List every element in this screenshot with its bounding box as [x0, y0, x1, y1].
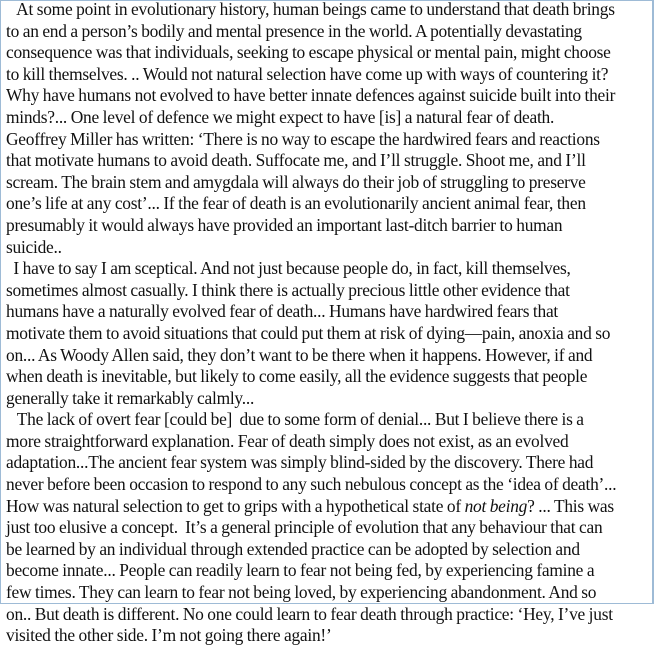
line-text-start: How was natural selection to get to grips with a hypothetical state of [6, 495, 465, 516]
text-line: presumably it would always have provided an important last-ditch barrier to human [6, 214, 563, 235]
text-line: become innate... People can readily learn to fear not being fed, by experiencing famine a [6, 560, 595, 581]
text-line: The lack of overt fear [could be] due to some form of denial... But I believe there is a [6, 409, 584, 430]
text-line: generally take it remarkably calmly... [6, 387, 255, 408]
text-line: on.. But death is different. No one could learn to fear death through practice: ‘Hey, I’ve just [6, 603, 613, 624]
text-line: to an end a person’s bodily and mental presence in the world. A potentially devastating [6, 20, 582, 41]
text-line: just too elusive a concept. It’s a general principle of evolution that any behaviour that can [6, 517, 603, 538]
text-line: be learned by an individual through extended practice can be adopted by selection and [6, 538, 580, 559]
text-line: few times. They can learn to fear not being loved, by experiencing abandonment. And so [6, 582, 597, 603]
italic-text: not being [464, 495, 528, 516]
text-line: never before been occasion to respond to any such nebulous concept as the ‘idea of death’... [6, 474, 617, 495]
line-text-end: ? ... This was [527, 495, 614, 516]
text-line: adaptation...The ancient fear system was simply blind-sided by the discovery. There had [6, 452, 594, 473]
text-line: Geoffrey Miller has written: ‘There is no way to escape the hardwired fears and reactions [6, 128, 600, 149]
text-line: on... As Woody Allen said, they don’t want to be there when it happens. However, if and [6, 344, 593, 365]
text-line: one’s life at any cost’... If the fear of death is an evolutionarily ancient animal fear, then [6, 193, 586, 214]
text-line: At some point in evolutionary history, human beings came to understand that death brings [6, 0, 615, 19]
text-line: when death is inevitable, but likely to come easily, all the evidence suggests that people [6, 366, 588, 387]
text-line [6, 496, 666, 518]
text-line: humans have a naturally evolved fear of death... Humans have hardwired fears that [6, 301, 558, 322]
text-line: scream. The brain stem and amygdala will always do their job of struggling to preserve [6, 171, 586, 192]
text-line: motivate them to avoid situations that could put them at risk of dying—pain, anoxia and so [6, 322, 611, 343]
text-line: that motivate humans to avoid death. Suffocate me, and I’ll struggle. Shoot me, and I’ll [6, 150, 586, 171]
text-line: Why have humans not evolved to have better innate defences against suicide built into their [6, 85, 616, 106]
text-line: visited the other side. I’m not going there again!’ [6, 625, 332, 646]
text-line: suicide.. [6, 236, 62, 257]
text-line: minds?... One level of defence we might expect to have [is] a natural fear of death. [6, 106, 555, 127]
text-line: sometimes almost casually. I think there is actually precious little other evidence that [6, 279, 570, 300]
text-line: consequence was that individuals, seeking to escape physical or mental pain, might choose [6, 42, 611, 63]
text-line: I have to say I am sceptical. And not just because people do, in fact, kill themselves, [6, 258, 571, 279]
text-line: more straightforward explanation. Fear of death simply does not exist, as an evolved [6, 430, 569, 451]
text-line: to kill themselves. .. Would not natural selection have come up with ways of countering it? [6, 63, 609, 84]
document-body [6, 0, 666, 647]
